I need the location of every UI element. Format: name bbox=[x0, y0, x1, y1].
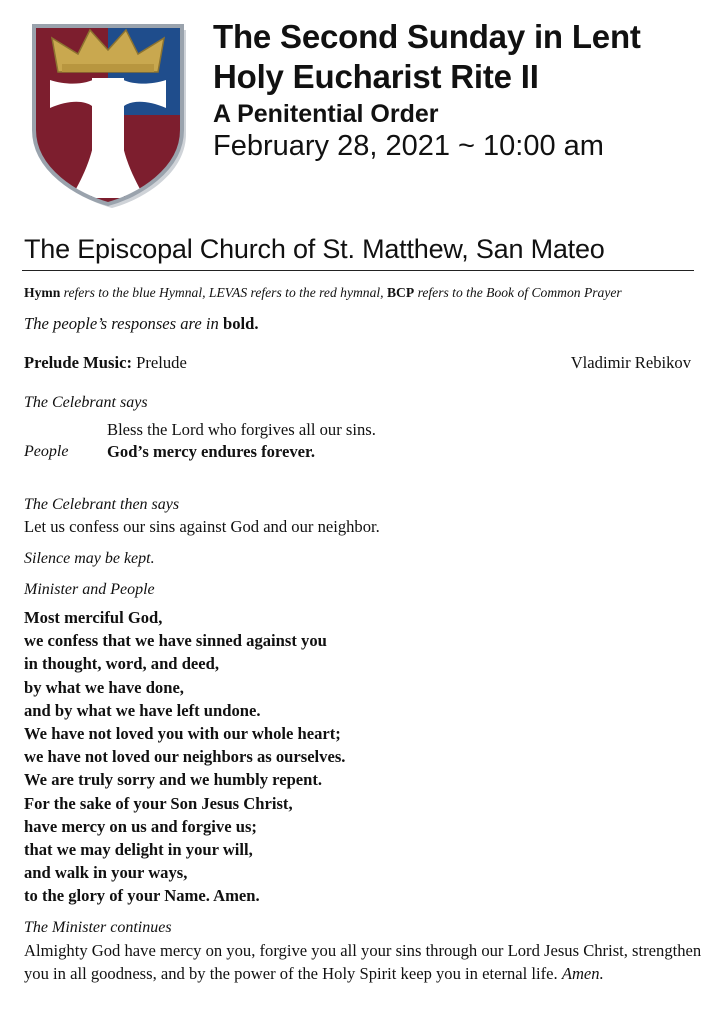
prelude-title: Prelude bbox=[132, 353, 187, 372]
absolution-amen: Amen. bbox=[561, 964, 604, 983]
rite-title: Holy Eucharist Rite II bbox=[213, 58, 539, 95]
responses-note-bold: bold. bbox=[222, 314, 259, 333]
prayer-line: and by what we have left undone. bbox=[24, 700, 261, 720]
responses-note-text: The people’s responses are in bbox=[24, 314, 223, 333]
prayer-line: We have not loved you with our whole heart; bbox=[24, 723, 341, 743]
prayer-line: Most merciful God, bbox=[24, 608, 163, 627]
legend-hymn-text: refers to the blue Hymnal, bbox=[60, 285, 209, 300]
prayer-line: in thought, word, and deed, bbox=[24, 654, 220, 674]
legend-bcp: BCP bbox=[386, 285, 415, 300]
prayer-line: that we may delight in your will, bbox=[24, 839, 253, 859]
church-name: The Episcopal Church of St. Matthew, San Mateo bbox=[24, 234, 605, 264]
header-divider bbox=[22, 270, 694, 271]
people-response: God’s mercy endures forever. bbox=[107, 442, 316, 461]
prelude-label: Prelude Music: bbox=[24, 353, 132, 372]
legend-levas: LEVAS bbox=[208, 285, 248, 300]
prayer-line: and walk in your ways, bbox=[24, 863, 188, 883]
prayer-line: we confess that we have sinned against you bbox=[24, 631, 327, 651]
celebrant-line: Bless the Lord who forgives all our sins. bbox=[107, 420, 376, 439]
absolution-body: Almighty God have mercy on you, forgive you all your sins through our Lord Jesus Christ, strengthen you in all goodness, and by the power of the Holy Spirit keep you in eternal life. bbox=[24, 941, 702, 983]
silence-rubric: Silence may be kept. bbox=[24, 550, 155, 567]
hymnal-legend bbox=[24, 284, 622, 302]
church-logo bbox=[28, 20, 188, 210]
order-subtitle: A Penitential Order bbox=[213, 100, 439, 128]
confession-rubric: Minister and People bbox=[24, 581, 155, 598]
service-date-time: February 28, 2021 ~ 10:00 am bbox=[213, 130, 604, 162]
legend-levas-text: refers to the red hymnal, bbox=[247, 285, 387, 300]
prayer-line: have mercy on us and forgive us; bbox=[24, 816, 257, 836]
responses-note bbox=[24, 313, 258, 335]
prayer-line: For the sake of your Son Jesus Christ, bbox=[24, 793, 293, 813]
people-label: People bbox=[24, 443, 69, 460]
prelude-composer: Vladimir Rebikov bbox=[570, 353, 691, 372]
prelude-line bbox=[24, 352, 187, 374]
prayer-line: We are truly sorry and we humbly repent. bbox=[24, 770, 323, 790]
invitation-text: Let us confess our sins against God and our neighbor. bbox=[24, 517, 380, 536]
prayer-line: we have not loved our neighbors as ourselves. bbox=[24, 747, 346, 767]
legend-hymn: Hymn bbox=[24, 285, 61, 300]
absolution-text bbox=[24, 939, 704, 985]
prayer-line: by what we have done, bbox=[24, 677, 184, 697]
celebrant-rubric: The Celebrant says bbox=[24, 394, 148, 411]
confession-prayer bbox=[24, 606, 345, 907]
shield-crown-tau-logo bbox=[28, 20, 188, 210]
legend-bcp-text: refers to the Book of Common Prayer bbox=[414, 285, 622, 300]
invitation-rubric: The Celebrant then says bbox=[24, 496, 180, 513]
prayer-line: to the glory of your Name. Amen. bbox=[24, 886, 260, 906]
absolution-rubric: The Minister continues bbox=[24, 919, 172, 936]
service-title: The Second Sunday in Lent bbox=[213, 18, 641, 55]
